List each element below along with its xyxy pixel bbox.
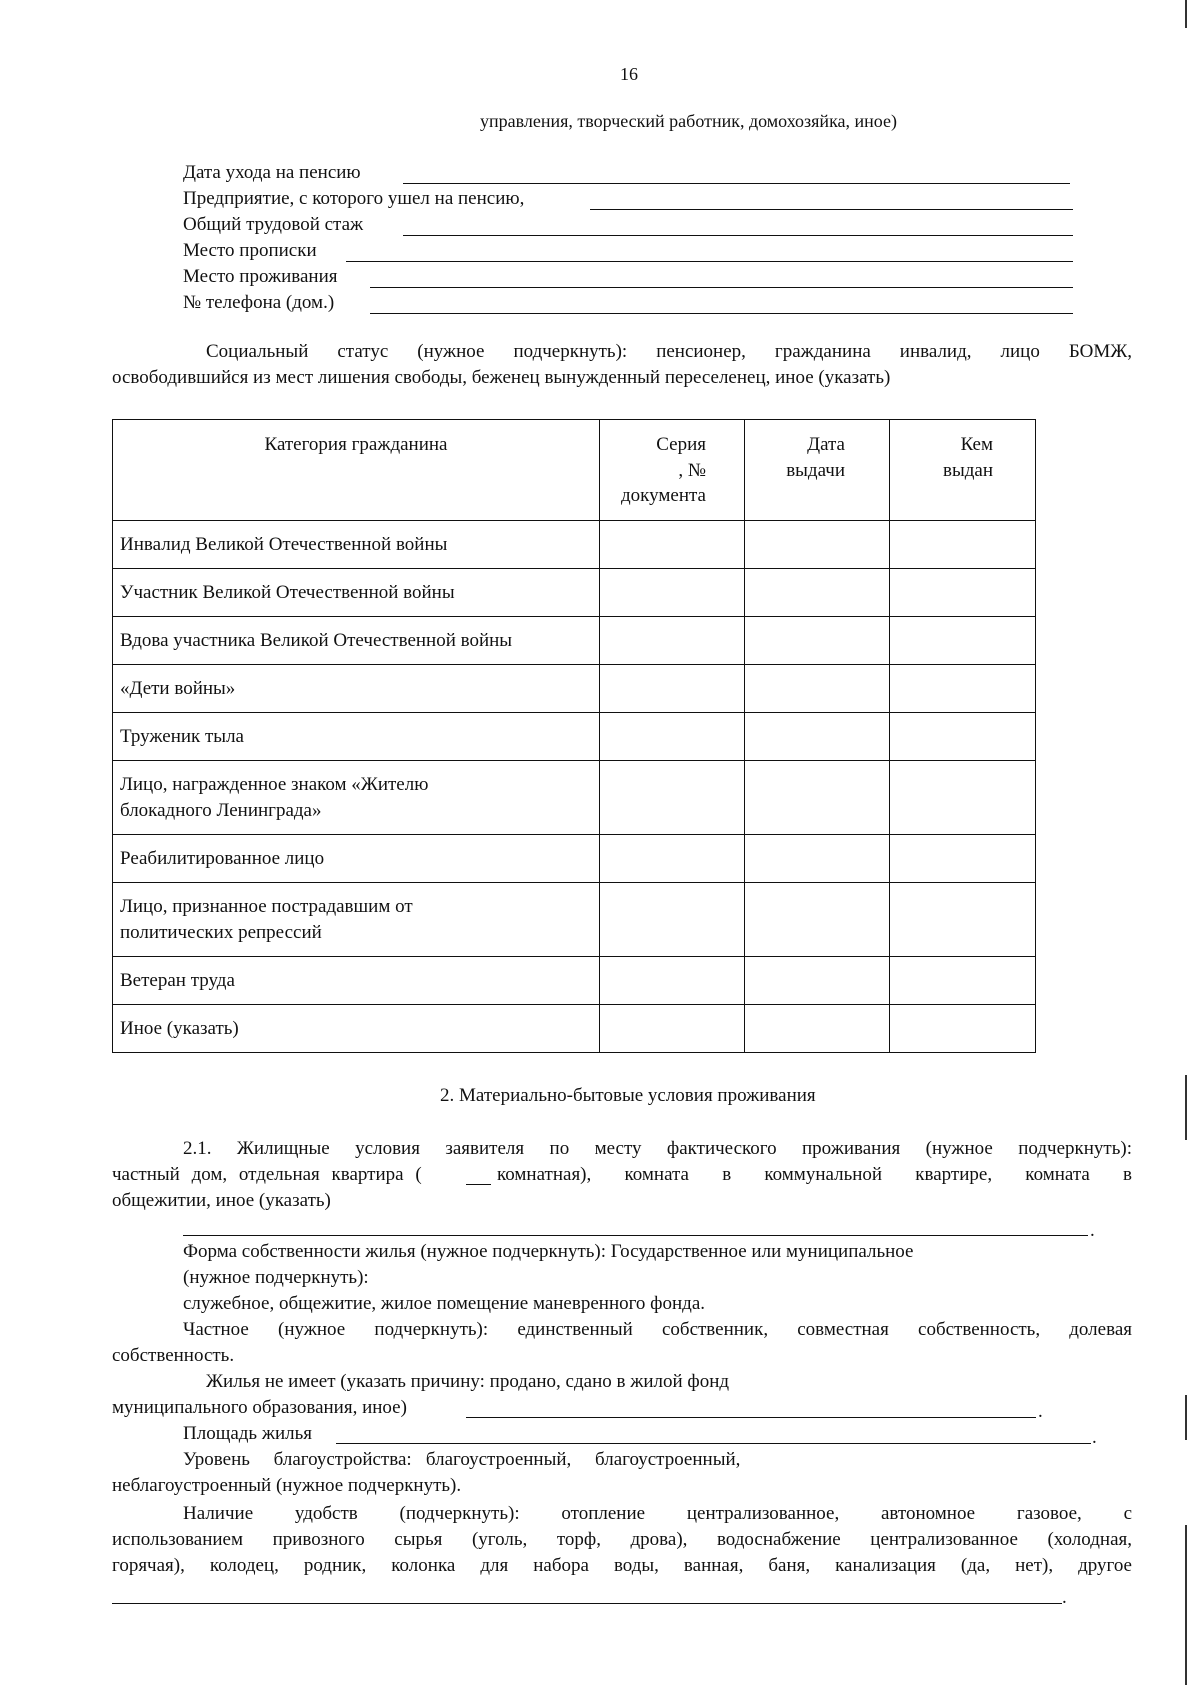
no-housing-line2: муниципального образования, иное) [112, 1397, 407, 1418]
amenities-line2: использованием привозного сырья (уголь, торф, дрова), водоснабжение централизованное (холодная, [112, 1529, 1132, 1550]
cell-issued-by[interactable] [890, 569, 1036, 617]
row-category: Лицо, признанное пострадавшим от политических репрессий [113, 883, 600, 957]
cell-issue-date[interactable] [745, 521, 890, 569]
cell-issued-by[interactable] [890, 761, 1036, 835]
header-issued-by: Кем выдан [890, 420, 1036, 521]
row-category: Иное (указать) [113, 1005, 600, 1053]
scan-margin-mark [1185, 1395, 1187, 1440]
field-work-experience-line[interactable] [403, 235, 1073, 236]
cell-issued-by[interactable] [890, 835, 1036, 883]
cell-doc-number[interactable] [600, 713, 745, 761]
cell-issued-by[interactable] [890, 713, 1036, 761]
cell-issue-date[interactable] [745, 883, 890, 957]
table-row [113, 835, 1036, 883]
cell-doc-number[interactable] [600, 665, 745, 713]
cell-issue-date[interactable] [745, 617, 890, 665]
amenities-line3: горячая), колодец, родник, колонка для набора воды, ванная, баня, канализация (да, нет), другое [112, 1555, 1132, 1576]
cell-issue-date[interactable] [745, 761, 890, 835]
table-row [113, 713, 1036, 761]
cell-doc-number[interactable] [600, 617, 745, 665]
row-category: Труженик тыла [113, 713, 600, 761]
field-phone-line[interactable] [370, 313, 1073, 314]
social-status-line2: освободившийся из мест лишения свободы, беженец вынужденный переселенец, иное (указать) [112, 367, 891, 388]
table-row [113, 883, 1036, 957]
cell-doc-number[interactable] [600, 883, 745, 957]
table-row [113, 761, 1036, 835]
row-category: Ветеран труда [113, 957, 600, 1005]
cell-issued-by[interactable] [890, 957, 1036, 1005]
cell-issued-by[interactable] [890, 521, 1036, 569]
cell-doc-number[interactable] [600, 569, 745, 617]
cell-doc-number[interactable] [600, 521, 745, 569]
amenities-other-line[interactable] [112, 1603, 1062, 1604]
scan-margin-mark [1185, 1075, 1187, 1140]
room-count-blank[interactable] [466, 1184, 491, 1185]
housing-conditions-line3: общежитии, иное (указать) [112, 1190, 331, 1211]
table-row [113, 617, 1036, 665]
line-end-period: . [1062, 1587, 1067, 1608]
line-end-period: . [1038, 1401, 1043, 1422]
header-doc-number: Серия , № документа [600, 420, 745, 521]
scan-margin-mark [1185, 1525, 1187, 1685]
citizen-category-table [112, 419, 1036, 1053]
ownership-line3: служебное, общежитие, жилое помещение маневренного фонда. [183, 1293, 706, 1314]
field-retirement-date-label: Дата ухода на пенсию [183, 162, 361, 183]
housing-conditions-line2b: комнатная), комната в коммунальной квартире, комната в [497, 1164, 1132, 1185]
amenities-line1: Наличие удобств (подчеркнуть): отопление централизованное, автономное газовое, с [183, 1503, 1132, 1524]
field-residence-label: Место проживания [183, 266, 338, 287]
table-row [113, 665, 1036, 713]
no-housing-reason-line[interactable] [466, 1417, 1036, 1418]
housing-conditions-line1: 2.1. Жилищные условия заявителя по месту фактического проживания (нужное подчеркнуть): [183, 1138, 1132, 1159]
line-end-period: . [1092, 1427, 1097, 1448]
cell-issued-by[interactable] [890, 665, 1036, 713]
field-employer-label: Предприятие, с которого ушел на пенсию, [183, 188, 525, 209]
field-registration-label: Место прописки [183, 240, 317, 261]
row-category: Лицо, награжденное знаком «Жителю блокадного Ленинграда» [113, 761, 600, 835]
cell-issue-date[interactable] [745, 713, 890, 761]
ownership-line2: (нужное подчеркнуть): [183, 1267, 369, 1288]
ownership-line1: Форма собственности жилья (нужное подчеркнуть): Государственное или муниципальное [183, 1241, 914, 1262]
social-status-line1: Социальный статус (нужное подчеркнуть): пенсионер, гражданина инвалид, лицо БОМЖ, [206, 341, 1132, 362]
occupation-tail: управления, творческий работник, домохозяйка, иное) [480, 111, 897, 131]
table-row [113, 957, 1036, 1005]
field-retirement-date-line[interactable] [403, 183, 1070, 184]
no-housing-line1: Жилья не имеет (указать причину: продано, сдано в жилой фонд [206, 1371, 730, 1392]
row-category: Реабилитированное лицо [113, 835, 600, 883]
section2-heading: 2. Материально-бытовые условия проживания [440, 1085, 816, 1106]
cell-issue-date[interactable] [745, 569, 890, 617]
field-work-experience-label: Общий трудовой стаж [183, 214, 364, 235]
cell-issue-date[interactable] [745, 957, 890, 1005]
cell-doc-number[interactable] [600, 835, 745, 883]
cell-doc-number[interactable] [600, 761, 745, 835]
table-header-row [113, 420, 1036, 521]
field-residence-line[interactable] [370, 287, 1073, 288]
row-category: Вдова участника Великой Отечественной войны [113, 617, 600, 665]
living-area-line[interactable] [336, 1443, 1091, 1444]
cell-issued-by[interactable] [890, 1005, 1036, 1053]
housing-other-line[interactable] [183, 1235, 1088, 1236]
scan-margin-mark [1185, 0, 1187, 28]
row-category: «Дети войны» [113, 665, 600, 713]
housing-conditions-line2a: частный дом, отдельная квартира ( [112, 1164, 422, 1185]
field-employer-line[interactable] [590, 209, 1073, 210]
private-ownership-line1: Частное (нужное подчеркнуть): единственный собственник, совместная собственность, долевая [183, 1319, 1132, 1340]
living-area-label: Площадь жилья [183, 1423, 313, 1444]
row-category: Участник Великой Отечественной войны [113, 569, 600, 617]
cell-issued-by[interactable] [890, 617, 1036, 665]
comfort-level-line2: неблагоустроенный (нужное подчеркнуть). [112, 1475, 462, 1496]
header-issue-date: Дата выдачи [745, 420, 890, 521]
cell-issue-date[interactable] [745, 1005, 890, 1053]
cell-issue-date[interactable] [745, 665, 890, 713]
cell-issued-by[interactable] [890, 883, 1036, 957]
table-row [113, 521, 1036, 569]
line-end-period: . [1090, 1220, 1095, 1241]
field-registration-line[interactable] [346, 261, 1073, 262]
cell-doc-number[interactable] [600, 957, 745, 1005]
row-category: Инвалид Великой Отечественной войны [113, 521, 600, 569]
comfort-level-line1: Уровень благоустройства: благоустроенный, благоустроенный, [183, 1449, 741, 1470]
private-ownership-line2: собственность. [112, 1345, 235, 1366]
page-number: 16 [620, 64, 638, 84]
table-row [113, 569, 1036, 617]
field-phone-label: № телефона (дом.) [183, 292, 335, 313]
cell-issue-date[interactable] [745, 835, 890, 883]
cell-doc-number[interactable] [600, 1005, 745, 1053]
header-category: Категория гражданина [113, 420, 600, 521]
table-row [113, 1005, 1036, 1053]
